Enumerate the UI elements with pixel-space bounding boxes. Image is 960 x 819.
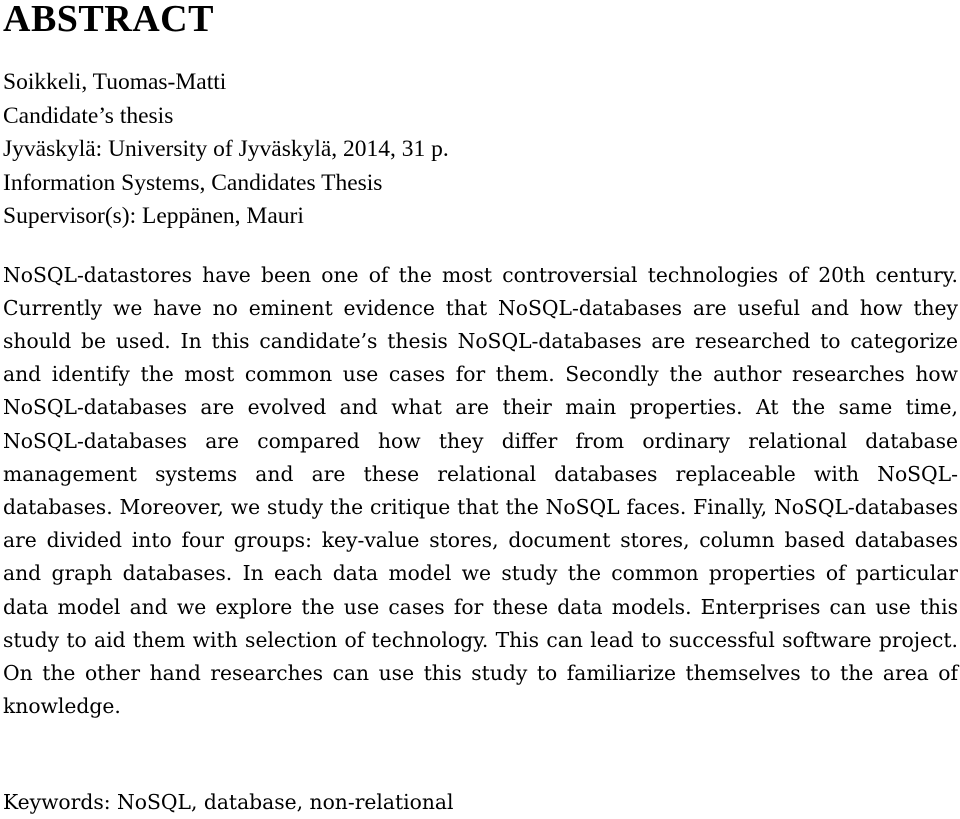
abstract-text: NoSQL-datastores have been one of the most controversial technologies of 20th century. Currently we have no eminent evidence that NoSQL-databases are useful and how they should be used. In this candidate’s thesis NoSQL-databases are researched to categorize and identify the most common use cases for them. Secondly the author researches how NoSQL-databases are evolved and what are their main properties. At the same time, NoSQL-databases are compared how they differ from ordinary relational database management systems and are these relational databases replaceable with NoSQL-databases. Moreover, we study the critique that the NoSQL faces. Finally, NoSQL-databases are divided into four groups: key-value stores, document stores, column based databases and graph databases. In each data model we study the common properties of particular data model and we explore the use cases for these data models. Enterprises can use this study to aid them with selection of technology. This can lead to successful software project. On the other hand researches can use this study to familiarize themselves to the area of knowledge.	[3, 262, 958, 719]
publication-line: Jyväskylä: University of Jyväskylä, 2014, 31 p.	[3, 136, 449, 162]
thesis-metadata	[3, 66, 958, 234]
thesis-type-line: Candidate’s thesis	[3, 102, 174, 129]
department-line: Information Systems, Candidates Thesis	[3, 169, 383, 196]
keywords-line: Keywords: NoSQL, database, non-relational	[3, 790, 454, 814]
author-line: Soikkeli, Tuomas-Matti	[3, 69, 227, 95]
abstract-page	[3, 0, 958, 814]
supervisor-line: Supervisor(s): Leppänen, Mauri	[3, 203, 304, 229]
page-title: ABSTRACT	[3, 0, 214, 40]
